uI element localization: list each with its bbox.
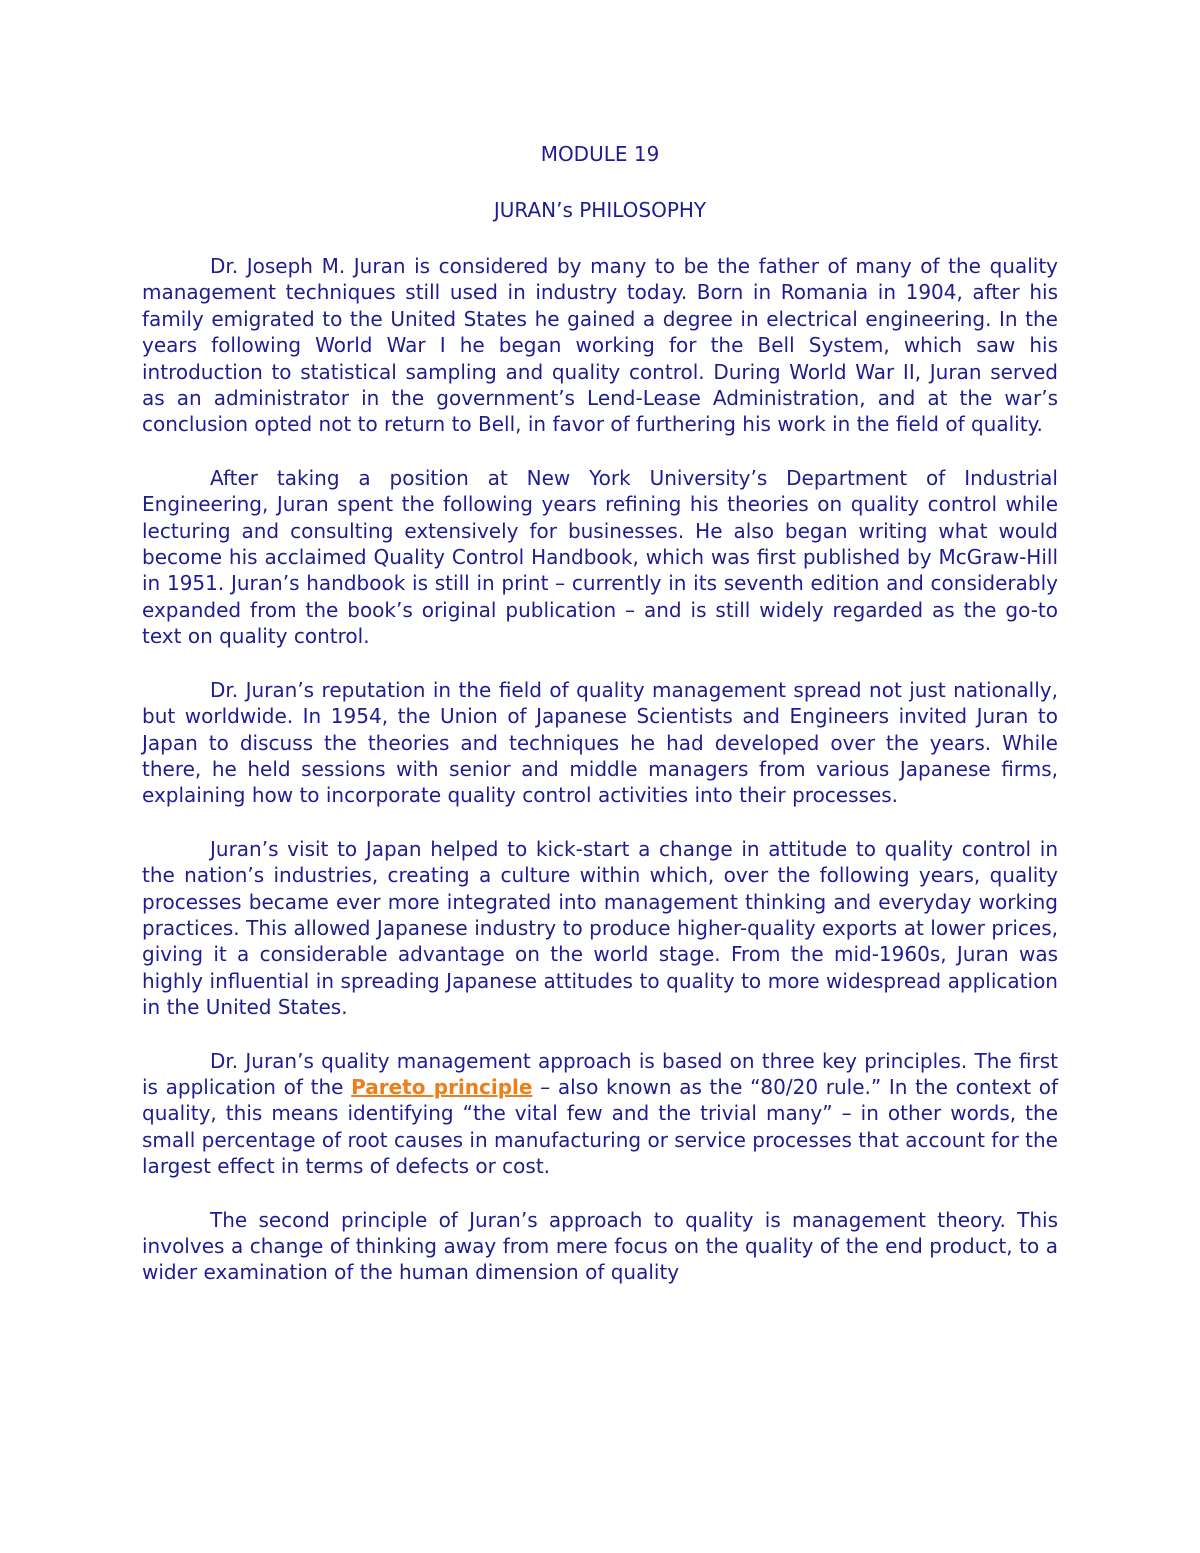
pareto-principle-link[interactable]: Pareto principle: [351, 1074, 533, 1099]
pareto-paragraph-text-before: Dr. Juran’s quality management approach is based on three key principles. The first is application of the: [142, 1048, 1058, 1099]
subject-title: JURAN’s PHILOSOPHY: [493, 198, 707, 222]
document-page: [142, 140, 1058, 1286]
paragraph-management-theory: The second principle of Juran’s approach to quality is management theory. This involves a change of thinking away from mere focus on the quality of the end product, to a wider examination of the human dimension of quality: [142, 1207, 1058, 1285]
pareto-paragraph-text-after: – also known as the “80/20 rule.” In the context of quality, this means identifying “the vital few and the trivial many” – in other words, the small percentage of root causes in manufacturing or service processes that account for the largest effect in terms of defects or cost.: [142, 1074, 1058, 1179]
paragraph-pareto-principle: [142, 1048, 1058, 1180]
paragraph-japan-reputation: Dr. Juran’s reputation in the field of quality management spread not just nationally, but worldwide. In 1954, the Union of Japanese Scientists and Engineers invited Juran to Japan to discuss the theories and techniques he had developed over the years. While there, he held sessions with senior and middle managers from various Japanese firms, explaining how to incorporate quality control activities into their processes.: [142, 677, 1058, 808]
paragraph-nyu-handbook: After taking a position at New York University’s Department of Industrial Engineering, Juran spent the following years refining his theories on quality control while lecturing and consulting extensively for businesses. He also began writing what would become his acclaimed Quality Control Handbook, which was first published by McGraw-Hill in 1951. Juran’s handbook is still in print – currently in its seventh edition and considerably expanded from the book’s original publication – and is still widely regarded as the go-to text on quality control.: [142, 465, 1058, 649]
paragraph-juran-biography: Dr. Joseph M. Juran is considered by many to be the father of many of the quality management techniques still used in industry today. Born in Romania in 1904, after his family emigrated to the United States he gained a degree in electrical engineering. In the years following World War I he began working for the Bell System, which saw his introduction to statistical sampling and quality control. During World War II, Juran served as an administrator in the government’s Lend-Lease Administration, and at the war’s conclusion opted not to return to Bell, in favor of furthering his work in the field of quality.: [142, 254, 1058, 437]
paragraph-japan-visit: Juran’s visit to Japan helped to kick-start a change in attitude to quality control in the nation’s industries, creating a culture within which, over the following years, quality processes became ever more integrated into management thinking and everyday working practices. This allowed Japanese industry to produce higher-quality exports at lower prices, giving it a considerable advantage on the world stage. From the mid-1960s, Juran was highly influential in spreading Japanese attitudes to quality to more widespread application in the United States.: [142, 836, 1058, 1020]
module-title: MODULE 19: [540, 142, 660, 166]
